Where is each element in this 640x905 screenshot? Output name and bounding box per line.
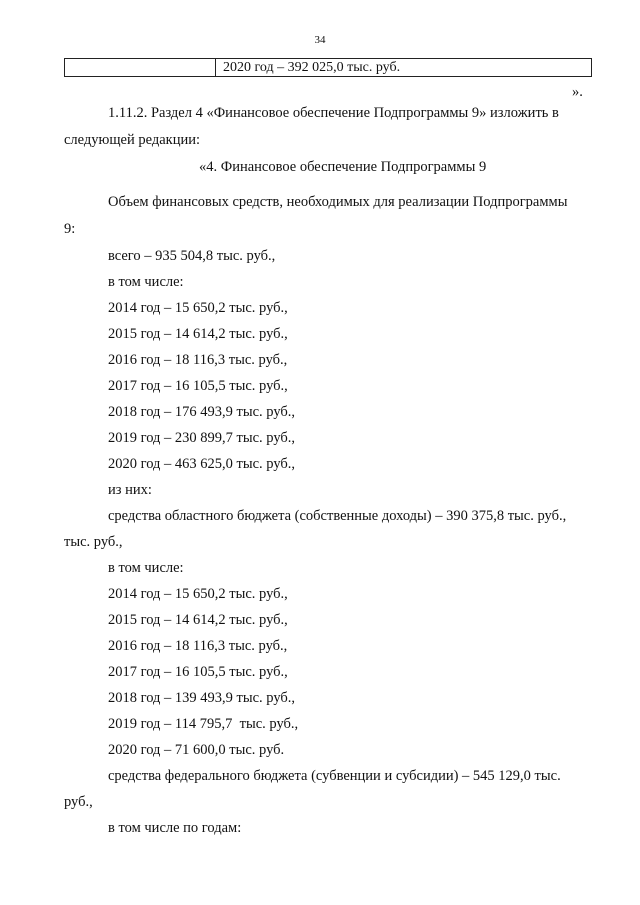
list-item: 2017 год – 16 105,5 тыс. руб., xyxy=(108,664,288,680)
section-heading: «4. Финансовое обеспечение Подпрограммы 9 xyxy=(199,159,487,175)
list-item: 2019 год – 230 899,7 тыс. руб., xyxy=(108,430,296,446)
list-item: 2015 год – 14 614,2 тыс. руб., xyxy=(108,612,288,628)
list-item: 2018 год – 139 493,9 тыс. руб., xyxy=(108,690,296,706)
regional-budget-line-2: тыс. руб., xyxy=(64,534,123,550)
list-item: 2018 год – 176 493,9 тыс. руб., xyxy=(108,404,296,420)
list-item: 2015 год – 14 614,2 тыс. руб., xyxy=(108,326,288,342)
volume-intro-line-2: 9: xyxy=(64,221,76,237)
table-fragment xyxy=(64,58,592,77)
of-which-label: из них: xyxy=(108,482,152,498)
table-column-divider xyxy=(215,59,216,76)
including-label-1: в том числе: xyxy=(108,274,184,290)
list-item: 2016 год – 18 116,3 тыс. руб., xyxy=(108,638,288,654)
section-intro-line-2: следующей редакции: xyxy=(64,132,201,148)
section-intro-line-1: 1.11.2. Раздел 4 «Финансовое обеспечение Подпрограммы 9» изложить в xyxy=(108,105,559,121)
regional-budget-line-1: средства областного бюджета (собственные доходы) – 390 375,8 тыс. руб., xyxy=(108,508,567,524)
list-item: 2019 год – 114 795,7 тыс. руб., xyxy=(108,716,299,732)
list-item: 2017 год – 16 105,5 тыс. руб., xyxy=(108,378,288,394)
federal-budget-line-1: средства федерального бюджета (субвенции и субсидии) – 545 129,0 тыс. xyxy=(108,768,561,784)
closing-quote: ». xyxy=(572,84,583,100)
including-by-years-label: в том числе по годам: xyxy=(108,820,242,836)
list-item: 2016 год – 18 116,3 тыс. руб., xyxy=(108,352,288,368)
list-item: 2014 год – 15 650,2 тыс. руб., xyxy=(108,300,288,316)
list-item: 2014 год – 15 650,2 тыс. руб., xyxy=(108,586,288,602)
list-item: 2020 год – 71 600,0 тыс. руб. xyxy=(108,742,285,758)
federal-budget-line-2: руб., xyxy=(64,794,93,810)
including-label-2: в том числе: xyxy=(108,560,184,576)
list-item: 2020 год – 463 625,0 тыс. руб., xyxy=(108,456,296,472)
page-number: 34 xyxy=(314,34,326,46)
volume-intro-line-1: Объем финансовых средств, необходимых для реализации Подпрограммы xyxy=(108,194,568,210)
total-amount: всего – 935 504,8 тыс. руб., xyxy=(108,248,276,264)
table-cell-2020: 2020 год – 392 025,0 тыс. руб. xyxy=(223,60,401,75)
